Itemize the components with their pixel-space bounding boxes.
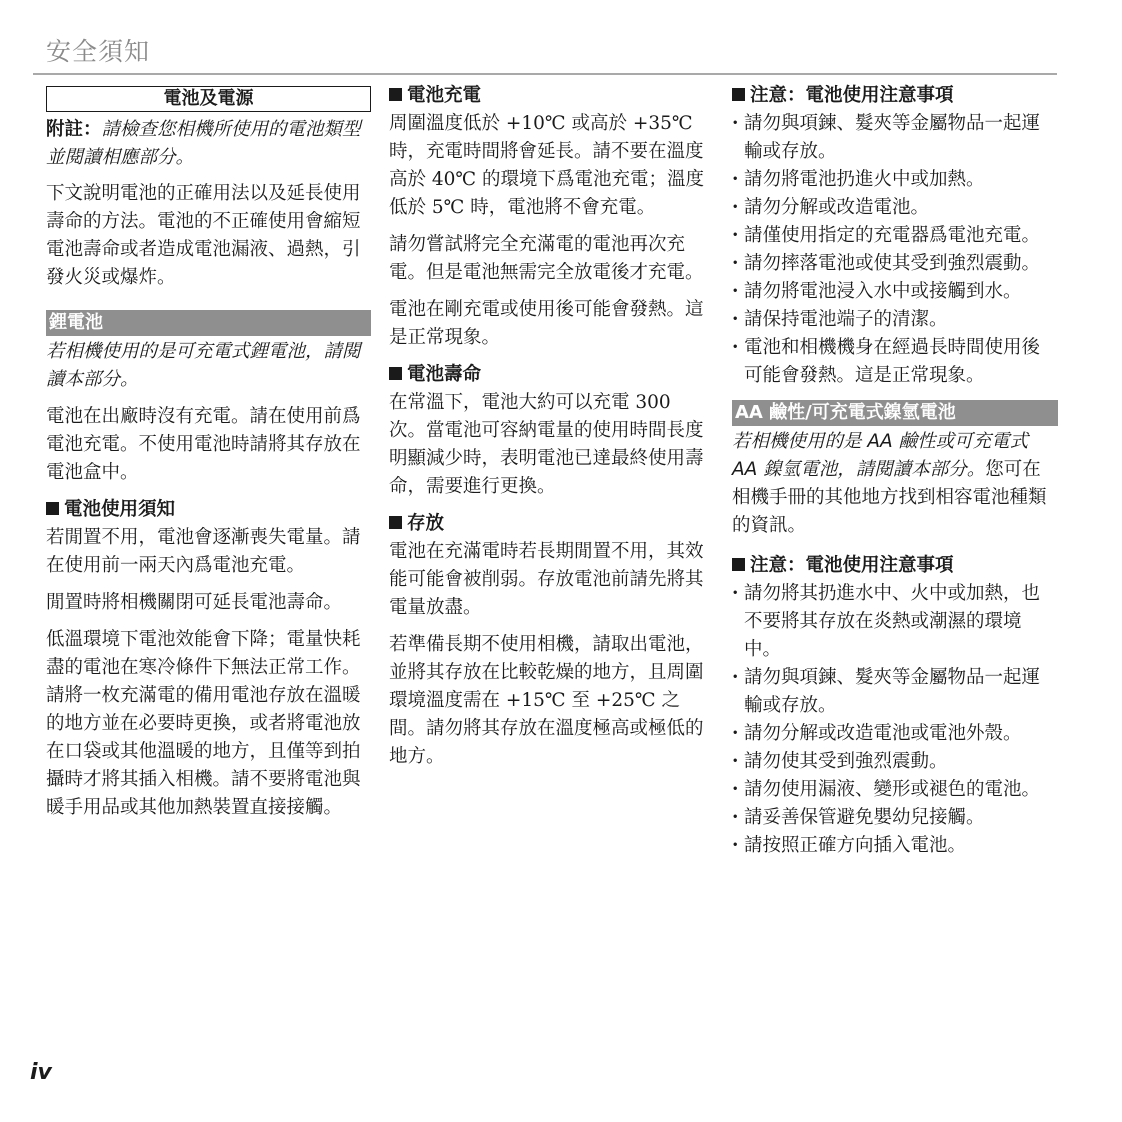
caution-list-2: [732, 580, 1058, 860]
list-item: · 請勿使其受到強烈震動。: [732, 748, 1058, 776]
square-bullet-icon: [732, 558, 745, 571]
subheading-caution-2-text: 注意：電池使用注意事項: [750, 555, 954, 576]
list-item: · 請僅使用指定的充電器爲電池充電。: [732, 222, 1058, 250]
section-heading-lithium: 鋰電池: [46, 310, 371, 336]
square-bullet-icon: [389, 88, 402, 101]
lithium-paragraph: 電池在出廠時沒有充電。請在使用前爲電池充電。不使用電池時請將其存放在電池盒中。: [46, 406, 361, 483]
aa-intro: 若相機使用的是 AA 鹼性或可充電式 AA 鎳氫電池，請閱讀本部分。: [732, 431, 1029, 480]
title-divider: [33, 73, 1057, 75]
charging-paragraph-1: 周圍溫度低於 +10℃ 或高於 +35℃ 時，充電時間將會延長。請不要在溫度高於 40℃ 的環境下爲電池充電；溫度低於 5℃ 時，電池將不會充電。: [389, 113, 704, 218]
subheading-charging: [389, 82, 711, 110]
usage-paragraph-2: 閒置時將相機關閉可延長電池壽命。: [46, 592, 343, 613]
subheading-caution-2: [732, 552, 1058, 580]
intro-paragraph: 下文說明電池的正確用法以及延長使用壽命的方法。電池的不正確使用會縮短電池壽命或者造成電池漏液、過熱，引發火災或爆炸。: [46, 183, 361, 288]
column-1: [46, 82, 371, 831]
usage-paragraph-1: 若閒置不用，電池會逐漸喪失電量。請在使用前一兩天內爲電池充電。: [46, 527, 361, 576]
list-item: · 請勿將其扔進水中、火中或加熱，也不要將其存放在炎熱或潮濕的環境中。: [732, 580, 1058, 664]
subheading-battery-life-text: 電池壽命: [407, 364, 482, 385]
charging-paragraph-3: 電池在剛充電或使用後可能會發熱。這是正常現象。: [389, 299, 704, 348]
list-item: · 請保持電池端子的清潔。: [732, 306, 1058, 334]
storage-paragraph-1: 電池在充滿電時若長期閒置不用，其效能可能會被削弱。存放電池前請先將其電量放盡。: [389, 541, 704, 618]
charging-paragraph-2: 請勿嘗試將完全充滿電的電池再次充電。但是電池無需完全放電後才充電。: [389, 234, 704, 283]
list-item: · 電池和相機機身在經過長時間使用後可能會發熱。這是正常現象。: [732, 334, 1058, 390]
list-item: · 請勿與項鍊、髮夾等金屬物品一起運輸或存放。: [732, 110, 1058, 166]
list-item: · 請勿分解或改造電池或電池外殼。: [732, 720, 1058, 748]
column-2: [389, 82, 711, 780]
square-bullet-icon: [389, 367, 402, 380]
list-item: · 請勿將電池扔進火中或加熱。: [732, 166, 1058, 194]
list-item: · 請按照正確方向插入電池。: [732, 832, 1058, 860]
page-title: 安全須知: [46, 37, 151, 66]
section-heading-battery-power: 電池及電源: [46, 86, 371, 112]
subheading-battery-life: [389, 361, 711, 389]
caution-list-1: [732, 110, 1058, 390]
list-item: · 請勿摔落電池或使其受到強烈震動。: [732, 250, 1058, 278]
list-item: · 請勿將電池浸入水中或接觸到水。: [732, 278, 1058, 306]
battery-life-paragraph: 在常溫下，電池大約可以充電 300 次。當電池可容納電量的使用時間長度明顯減少時，表明電池已達最終使用壽命，需要進行更換。: [389, 392, 704, 497]
square-bullet-icon: [732, 88, 745, 101]
column-3: [732, 82, 1058, 870]
list-item: · 請勿分解或改造電池。: [732, 194, 1058, 222]
note-paragraph: [46, 116, 371, 172]
storage-paragraph-2: 若準備長期不使用相機，請取出電池，並將其存放在比較乾燥的地方，且周圍環境溫度需在 +15℃ 至 +25℃ 之間。請勿將其存放在溫度極高或極低的地方。: [389, 634, 704, 767]
page-number: iv: [30, 1060, 52, 1085]
lithium-intro: 若相機使用的是可充電式鋰電池，請閱讀本部分。: [46, 341, 361, 390]
subheading-storage: [389, 510, 711, 538]
subheading-usage-text: 電池使用須知: [64, 499, 176, 520]
usage-paragraph-3: 低溫環境下電池效能會下降；電量快耗盡的電池在寒冷條件下無法正常工作。請將一枚充滿電的備用電池存放在溫暖的地方並在必要時更換，或者將電池放在口袋或其他溫暖的地方，且僅等到拍攝時才將其插入相機。請不要將電池與暖手用品或其他加熱裝置直接接觸。: [46, 629, 361, 818]
aa-paragraph: [732, 428, 1058, 540]
square-bullet-icon: [389, 516, 402, 529]
note-text: 請檢查您相機所使用的電池類型並閱讀相應部分。: [46, 119, 361, 168]
subheading-caution-1-text: 注意：電池使用注意事項: [750, 85, 954, 106]
note-label: 附註：: [46, 119, 102, 140]
square-bullet-icon: [46, 502, 59, 515]
section-heading-aa-batteries: AA 鹼性/可充電式鎳氫電池: [732, 400, 1058, 426]
subheading-charging-text: 電池充電: [407, 85, 482, 106]
list-item: · 請妥善保管避免嬰幼兒接觸。: [732, 804, 1058, 832]
list-item: · 請勿使用漏液、變形或褪色的電池。: [732, 776, 1058, 804]
subheading-storage-text: 存放: [407, 513, 445, 534]
aa-text: 您可在相機手冊的其他地方找到相容電池種類的資訊。: [732, 459, 1047, 536]
list-item: · 請勿與項鍊、髮夾等金屬物品一起運輸或存放。: [732, 664, 1058, 720]
subheading-caution-1: [732, 82, 1058, 110]
subheading-usage: [46, 496, 371, 524]
